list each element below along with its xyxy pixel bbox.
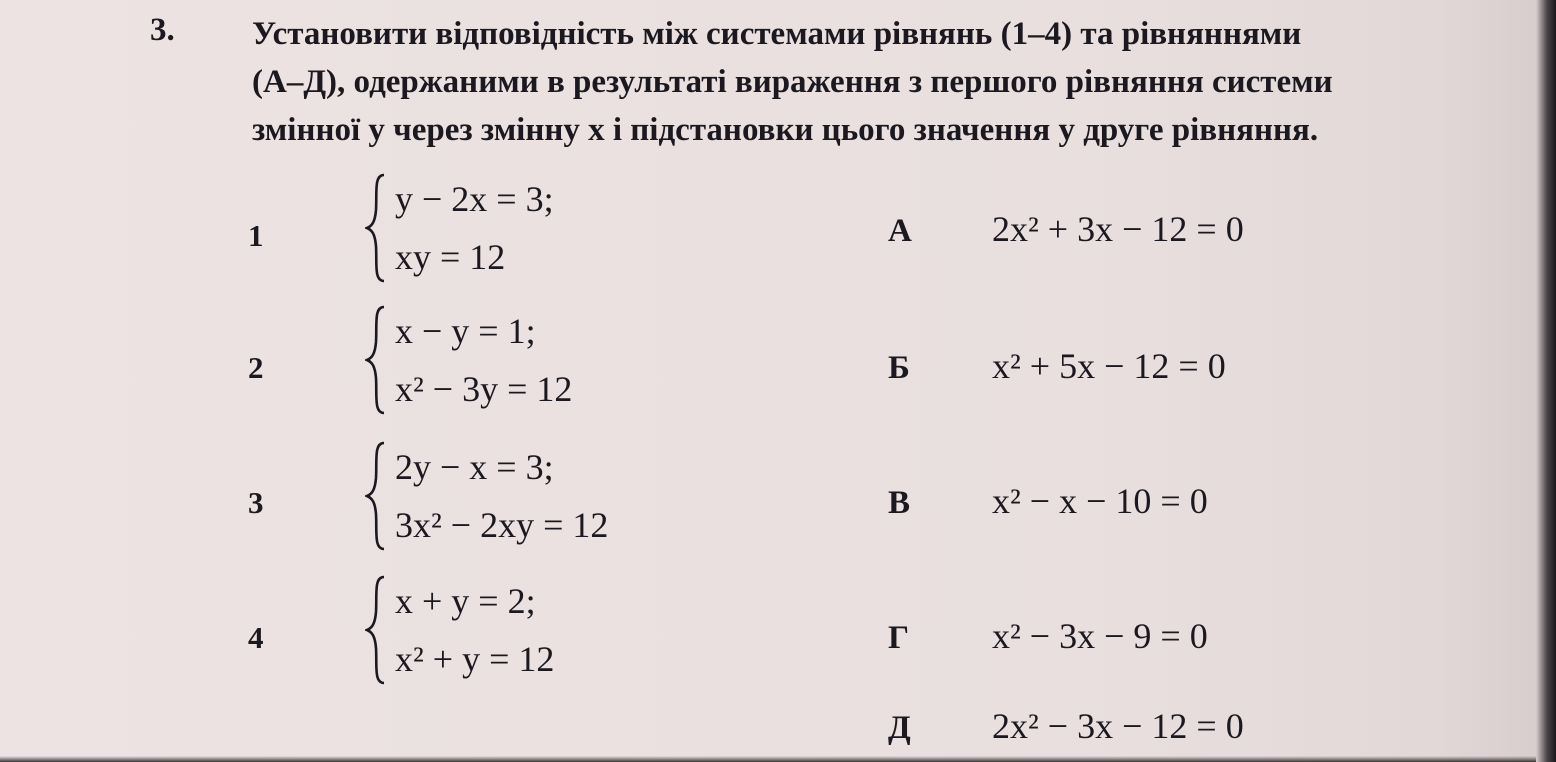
answer-equation-b: x² + 5x − 12 = 0 [992, 346, 1226, 386]
system-4-equation-1: x + y = 2; [395, 581, 536, 621]
page-edge-shadow [1536, 0, 1556, 762]
system-4-equation-2: x² + y = 12 [395, 639, 555, 679]
equation-system-2 [365, 302, 572, 418]
system-label-1: 1 [248, 218, 264, 253]
task-line-2: (А–Д), одержаними в результаті вираження з першого рівняння системи [252, 64, 1333, 100]
equation-system-4 [365, 572, 554, 688]
bottom-edge-shadow [0, 756, 1536, 762]
system-label-2: 2 [248, 350, 264, 385]
system-label-4: 4 [248, 620, 264, 655]
task-line-1: Установити відповідність між системами рівнянь (1–4) та рівняннями [252, 16, 1302, 52]
left-brace-icon [365, 574, 387, 686]
answer-label-d: Д [888, 710, 911, 746]
answer-equation-a: 2x² + 3x − 12 = 0 [992, 209, 1244, 249]
task-statement [252, 10, 1542, 154]
system-1-equation-1: y − 2x = 3; [395, 179, 554, 219]
equation-system-1 [365, 170, 554, 286]
system-2-equation-1: x − y = 1; [395, 311, 536, 351]
answer-equation-d: 2x² − 3x − 12 = 0 [992, 706, 1244, 746]
left-brace-icon [365, 172, 387, 284]
answer-equation-v: x² − x − 10 = 0 [992, 481, 1208, 521]
answer-label-v: В [888, 485, 911, 521]
task-line-3: змінної y через змінну x і підстановки цього значення у друге рівняння. [252, 112, 1319, 148]
system-3-equation-2: 3x² − 2xy = 12 [395, 505, 609, 545]
answer-label-a: А [888, 213, 912, 249]
answer-label-b: Б [888, 350, 910, 386]
system-3-equation-1: 2y − x = 3; [395, 447, 554, 487]
system-2-equation-2: x² − 3y = 12 [395, 369, 573, 409]
answer-equation-h: x² − 3x − 9 = 0 [992, 616, 1208, 656]
task-number: 3. [150, 12, 175, 48]
system-label-3: 3 [248, 485, 264, 520]
equation-system-3 [365, 438, 608, 554]
system-1-equation-2: xy = 12 [395, 237, 506, 277]
answer-label-h: Г [888, 620, 909, 656]
left-brace-icon [365, 304, 387, 416]
left-brace-icon [365, 440, 387, 552]
